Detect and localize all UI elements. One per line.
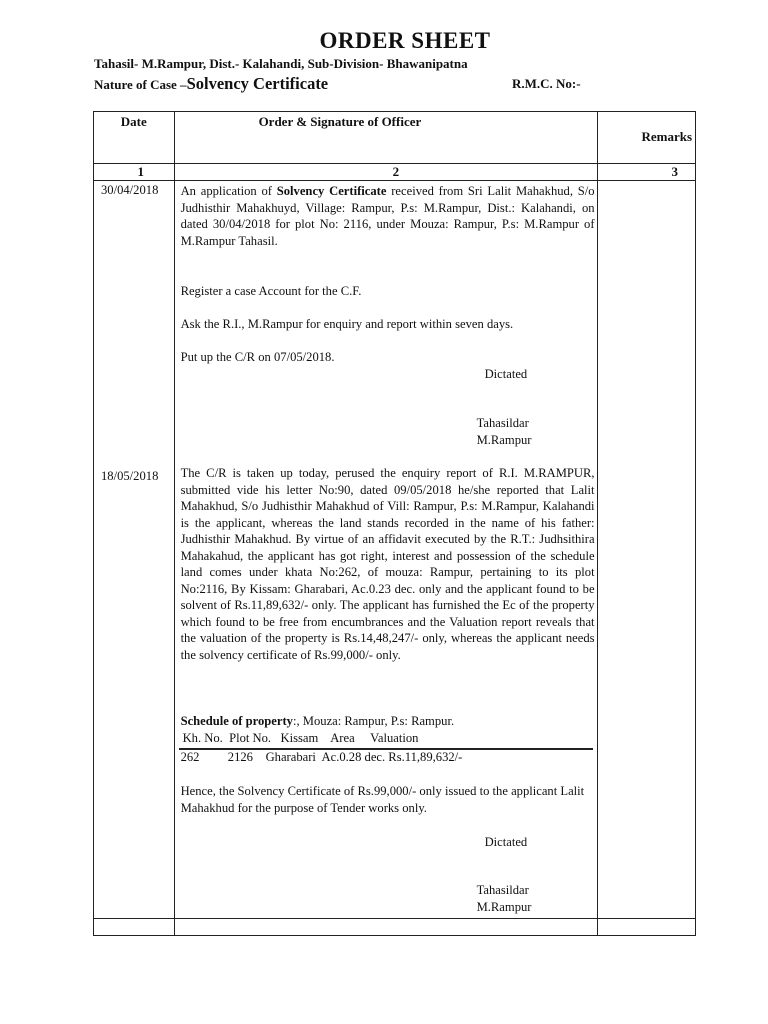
entry2-signature-title: Tahasildar	[476, 883, 529, 897]
date-cell	[94, 181, 175, 919]
entry2-schedule-title: Schedule of property:, Mouza: Rampur, P.s: Rampur.	[180, 714, 455, 728]
column-number-1: 1	[94, 164, 175, 181]
nature-of-case-line	[94, 74, 581, 94]
entry1-paragraph-4: Put up the C/R on 07/05/2018.	[180, 350, 335, 364]
entry2-schedule-header: Kh. No. Plot No. Kissam Area Valuation	[182, 731, 419, 745]
entry1-dictated: Dictated	[484, 367, 528, 381]
entry1-paragraph-3: Ask the R.I., M.Rampur for enquiry and report within seven days.	[180, 317, 514, 331]
entry2-dictated: Dictated	[484, 835, 528, 849]
remarks-cell	[598, 181, 696, 919]
entry2-paragraph-2: Hence, the Solvency Certificate of Rs.99,000/- only issued to the applicant Lalit Mahakhud for the purpose of Tender works only.	[180, 784, 585, 815]
header-remarks: Remarks	[598, 112, 696, 164]
entry2-paragraph-1: The C/R is taken up today, perused the enquiry report of R.I. M.RAMPUR, submitted vide his letter No:90, dated 09/05/2018 he/she reported that Lalit Mahakhud, S/o Judhisthir Mahakhud of Vill: Rampur, P.s: M.Rampur, Kalahandi is the applicant, whereas the land stands recorded in the name of his father: Judhisthir Mahakhud. By virtue of an affidavit executed by the R.T.: Judhsithira Mahakahud, the applicant has got right, interest and possession of the schedule land comes under khata No:262, of mouza: Rampur, pertaining to its plot No:2116, By Kissam: Gharabari, Ac.0.23 dec. only and the applicant found to be solvent of Rs.11,89,632/- only. The applicant has furnished the Ec of the property which found to be free from encumbrances and the Valuation report reveals that the valuation of the property is Rs.14,48,247/- only, whereas the applicant needs the solvency certificate of Rs.99,000/- only.	[180, 466, 595, 662]
entry2-schedule-row: 262 2126 Gharabari Ac.0.28 dec. Rs.11,89,632/-	[180, 750, 463, 764]
nature-value: Solvency Certificate	[186, 74, 329, 93]
header-order: Order & Signature of Officer	[174, 112, 598, 164]
order-cell	[174, 181, 598, 919]
page-title: ORDER SHEET	[319, 28, 491, 53]
rmc-number: R.M.C. No:-	[512, 76, 581, 91]
entry1-signature-place: M.Rampur	[476, 433, 532, 447]
entry1-paragraph-2: Register a case Account for the C.F.	[180, 284, 362, 298]
header-date: Date	[94, 112, 175, 164]
entry1-signature-title: Tahasildar	[476, 416, 529, 430]
empty-remarks-cell	[598, 919, 696, 936]
entry1-date: 30/04/2018	[101, 183, 159, 197]
empty-order-cell	[174, 919, 598, 936]
entry2-date: 18/05/2018	[101, 469, 159, 483]
table-row	[94, 181, 696, 919]
entry2-signature-place: M.Rampur	[476, 900, 532, 914]
column-number-row	[94, 164, 696, 181]
column-number-2: 2	[174, 164, 598, 181]
order-sheet-table	[93, 111, 696, 936]
tahasil-line: Tahasil- M.Rampur, Dist.- Kalahandi, Sub-Division- Bhawanipatna	[94, 56, 468, 71]
column-number-3: 3	[598, 164, 696, 181]
nature-label: Nature of Case –	[94, 77, 187, 92]
table-header-row	[94, 112, 696, 164]
entry1-paragraph-1: An application of Solvency Certificate received from Sri Lalit Mahakhud, S/o Judhisthir Mahakhuyd, Village: Rampur, P.s: M.Rampur, Dist.: Kalahandi, on dated 30/04/2018 for plot No: 2116, under Mouza: Rampur, P.s: M.Rampur of M.Rampur Tahasil.	[180, 184, 595, 248]
table-row	[94, 919, 696, 936]
empty-date-cell	[94, 919, 175, 936]
